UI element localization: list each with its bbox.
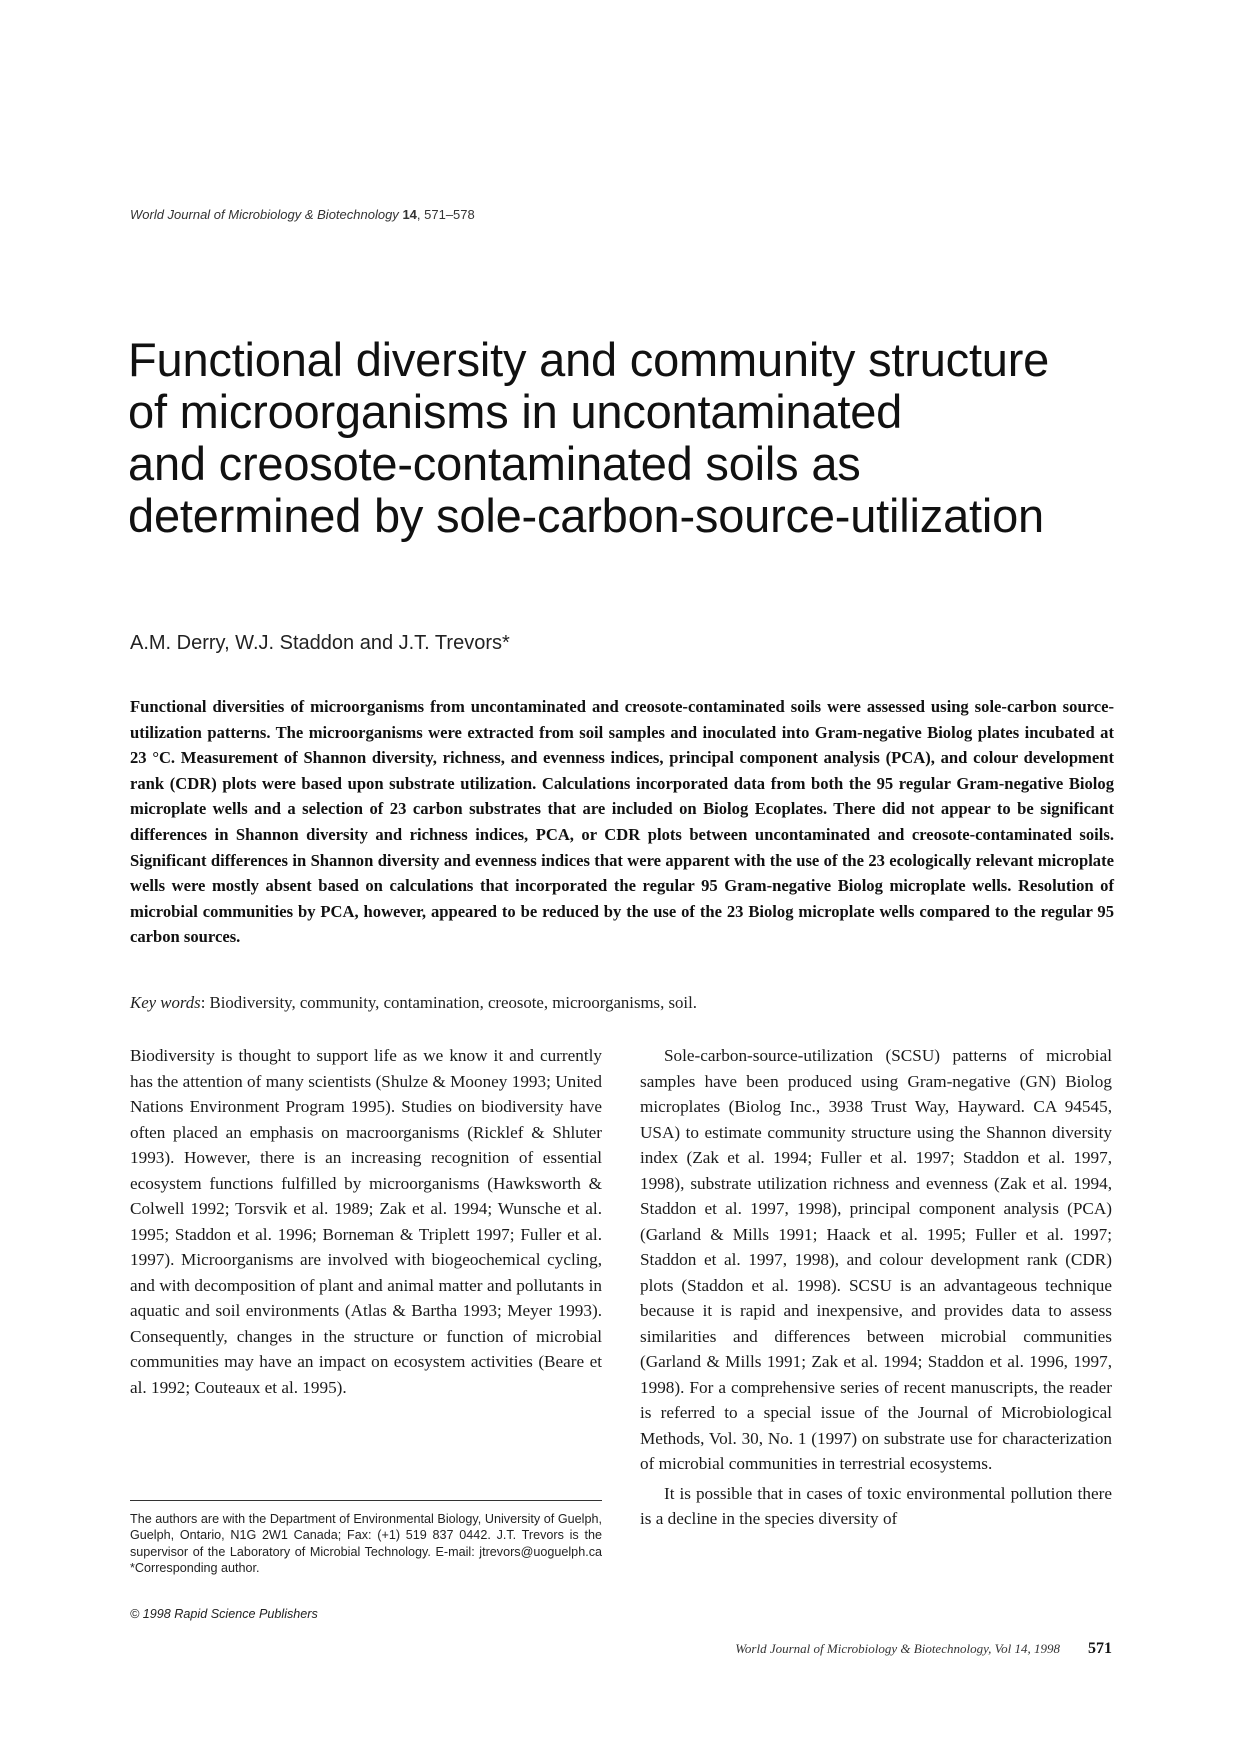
author-affiliation-footnote: The authors are with the Department of Environmental Biology, University of Guelph, Guelph, Ontario, N1G 2W1 Canada; Fax: (+1) 519 837 0442. J.T. Trevors is the supervisor of the Laboratory of Microbial Technology. E-mail: jtrevors@uoguelph.ca *Corresponding author. — [130, 1512, 602, 1576]
keywords — [130, 993, 1114, 1013]
body-paragraph: Biodiversity is thought to support life as we know it and currently has the attention of many scientists (Shulze & Mooney 1993; United Nations Environment Program 1995). Studies on biodiversity have often placed an emphasis on macroorganisms (Ricklef & Shluter 1993). However, there is an increasing recognition of essential ecosystem functions fulfilled by microorganisms (Hawksworth & Colwell 1992; Torsvik et al. 1989; Zak et al. 1994; Wunsche et al. 1995; Staddon et al. 1996; Borneman & Triplett 1997; Fuller et al. 1997). Microorganisms are involved with biogeochemical cycling, and with decomposition of plant and animal matter and pollutants in aquatic and soil environments (Atlas & Bartha 1993; Meyer 1993). Consequently, changes in the structure or function of microbial communities may have an impact on ecosystem activities (Beare et al. 1992; Couteaux et al. 1995). — [130, 1046, 602, 1397]
paper-title — [128, 334, 1128, 542]
abstract: Functional diversities of microorganisms from uncontaminated and creosote-contaminated soils were assessed using sole-carbon source-utilization patterns. The microorganisms were extracted from soil samples and inoculated into Gram-negative Biolog plates incubated at 23 °C. Measurement of Shannon diversity, richness, and evenness indices, principal component analysis (PCA), and colour development rank (CDR) plots were based upon substrate utilization. Calculations incorporated data from both the 95 regular Gram-negative Biolog microplate wells and a selection of 23 carbon substrates that are included on Biolog Ecoplates. There did not appear to be significant differences in Shannon diversity and richness indices, PCA, or CDR plots between uncontaminated and creosote-contaminated soils. Significant differences in Shannon diversity and evenness indices that were apparent with the use of the 23 ecologically relevant microplate wells were mostly absent based on calculations that incorporated the regular 95 Gram-negative Biolog microplate wells. Resolution of microbial communities by PCA, however, appeared to be reduced by the use of the 23 Biolog microplate wells compared to the regular 95 carbon sources. — [130, 697, 1114, 947]
page-footer — [735, 1640, 1112, 1658]
journal-name: World Journal of Microbiology & Biotechnology — [130, 207, 399, 222]
journal-volume: 14 — [402, 207, 417, 222]
body-paragraph: Sole-carbon-source-utilization (SCSU) patterns of microbial samples have been produced using Gram-negative (GN) Biolog microplates (Biolog Inc., 3938 Trust Way, Hayward. CA 94545, USA) to estimate community structure using the Shannon diversity index (Zak et al. 1994; Fuller et al. 1997; Staddon et al. 1997, 1998), substrate utilization richness and evenness (Zak et al. 1994, Staddon et al. 1997, 1998), principal component analysis (PCA) (Garland & Mills 1991; Haack et al. 1995; Fuller et al. 1997; Staddon et al. 1997, 1998), and colour development rank (CDR) plots (Staddon et al. 1998). SCSU is an advantageous technique because it is rapid and inexpensive, and provides data to assess similarities and differences between microbial communities (Garland & Mills 1991; Zak et al. 1994; Staddon et al. 1996, 1997, 1998). For a comprehensive series of recent manuscripts, the reader is referred to a special issue of the Journal of Microbiological Methods, Vol. 30, No. 1 (1997) on substrate use for characterization of microbial communities in terrestrial ecosystems. — [640, 1046, 1112, 1473]
body-column-left — [130, 1043, 602, 1400]
author-list: A.M. Derry, W.J. Staddon and J.T. Trevors* — [130, 632, 510, 654]
title-line: Functional diversity and community structure — [128, 333, 1050, 386]
keywords-label: Key words — [130, 993, 201, 1012]
title-line: of microorganisms in uncontaminated — [128, 385, 903, 438]
footnote-divider — [130, 1500, 602, 1501]
title-line: determined by sole-carbon-source-utilization — [128, 489, 1044, 542]
body-paragraph: It is possible that in cases of toxic environmental pollution there is a decline in the species diversity of — [640, 1483, 1112, 1528]
journal-pages: , 571–578 — [416, 207, 475, 222]
running-header — [130, 207, 475, 222]
title-line: and creosote-contaminated soils as — [128, 437, 861, 490]
footer-journal: World Journal of Microbiology & Biotechnology, Vol 14, 1998 — [735, 1641, 1060, 1656]
copyright-notice: © 1998 Rapid Science Publishers — [130, 1607, 318, 1621]
keywords-text: : Biodiversity, community, contamination, creosote, microorganisms, soil. — [200, 993, 697, 1012]
body-column-right — [640, 1043, 1112, 1532]
page-number: 571 — [1088, 1640, 1112, 1657]
